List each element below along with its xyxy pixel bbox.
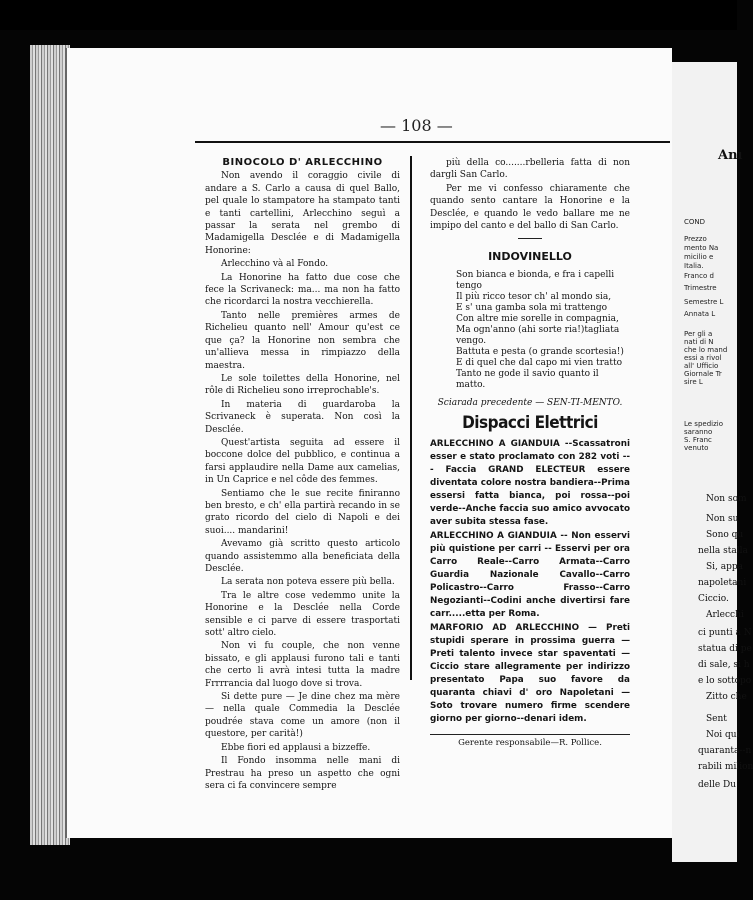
facing-page-line: Giornale Tr — [684, 370, 722, 378]
facing-page-line: S. Franc — [684, 436, 712, 444]
column-divider — [410, 156, 412, 680]
facing-page-text-line: quaranta--n — [698, 746, 752, 756]
poem-line: Son bianca e bionda, e fra i capelli tengo — [456, 269, 615, 291]
article-paragraph: Tra le altre cose vedemmo unite la Honorine e la Desclée nella Corde sensible e ci parve di essere trasportati sott' altro cielo. — [205, 590, 400, 639]
facing-page-line: che lo mand — [684, 346, 728, 354]
poem-line: Ma ogn'anno (ahi sorte ria!)tagliata vengo. — [456, 324, 620, 346]
facing-page-line: Le spedizio — [684, 420, 723, 428]
facing-page-line: Trimestre — [684, 284, 717, 292]
article-paragraph: Si dette pure — Je dine chez ma mère — nella quale Commedia la Desclée poudrée stava come un amore (non il questore, per carità!) — [205, 692, 400, 740]
facing-page-line: saranno — [684, 428, 713, 436]
dispatch-list — [430, 438, 630, 726]
facing-page — [672, 62, 740, 862]
facing-page-line: Per gli a — [684, 330, 713, 338]
article-paragraph: La serata non poteva essere più bella. — [221, 577, 395, 588]
poem-line: Con altre mie sorelle in compagnia, — [456, 313, 619, 324]
facing-page-text-line: e lo sottopo — [698, 676, 752, 686]
facing-page-line: Italia. — [684, 262, 704, 270]
indovinello-poem — [456, 270, 630, 391]
facing-page-line: Annata L — [684, 310, 716, 318]
facing-page-line: micilio e — [684, 253, 714, 261]
gerente-line: Gerente responsabile—R. Pollice. — [430, 734, 630, 749]
facing-page-header: Anı — [718, 148, 743, 163]
facing-page-text-line: statua di pe — [698, 644, 752, 654]
facing-page-text-line: napoletani — [698, 578, 747, 588]
article-paragraph: più della co.......rbelleria fatta di non dargli San Carlo. — [430, 158, 630, 181]
facing-page-line: Prezzo — [684, 235, 707, 243]
article-paragraph: In materia di guardaroba la Scrivaneck è superata. Non così la Desclée. — [205, 399, 400, 435]
facing-page-text-line: Ciccio. — [698, 594, 729, 604]
book-binding — [30, 45, 70, 845]
separator — [518, 238, 542, 239]
facing-page-line: mento Na — [684, 244, 719, 252]
facing-page-line: nati di N — [684, 338, 714, 346]
article-paragraph: Non vi fu couple, che non venne bissato, e gli applausi furono tali e tanti che certo li avrà intesi tutta la madre Frrrrancia dal luogo dove si trova. — [205, 641, 400, 689]
facing-page-line: essi a rivol — [684, 354, 722, 362]
facing-page-line: venuto — [684, 444, 709, 452]
article-paragraph: Arlecchino và al Fondo. — [221, 259, 329, 270]
facing-page-text-line: di sale, si h — [698, 660, 750, 670]
article-paragraph: Per me vi confesso chiaramente che quando sento cantare la Honorine e la Desclée, e quando le vedo ballare me ne impipo del canto e del ballo di San Carlo. — [430, 183, 630, 232]
poem-line: E di quel che dal capo mi vien tratto — [456, 357, 623, 368]
binocolo-title: BINOCOLO D' ARLECCHINO — [222, 157, 383, 168]
article-paragraph: Sentiamo che le sue recite finiranno ben bresto, e ch' ella partirà recando in se grato ricordo del cielo di Napoli e dei suoi.... mandarini! — [205, 488, 400, 536]
dispatch-item: MARFORIO AD ARLECCHINO — Preti stupidi sperare in prossima guerra — Preti talento invece star spaventati — Ciccio stare allegramente per indirizzo presentato Papa suo favore da quaranta chiavi d' oro Napoletani — Soto trovare numero firme scendere giorno per giorno--denari idem. — [430, 622, 630, 724]
scan-border — [0, 0, 737, 30]
facing-page-text-line: Sent — [706, 714, 727, 724]
facing-page-text-line: Arlecchi — [706, 610, 744, 620]
left-paragraphs — [205, 170, 400, 792]
indovinello-title: INDOVINELLO — [488, 250, 572, 264]
left-column — [205, 157, 400, 793]
dispatch-item: ARLECCHINO A GIANDUIA -- Non esservi più quistione per carri -- Esservi per ora Carro Reale--Carro Armata--Carro Guardia Nazionale Cavallo--Carro Policastro--Carro Frasso--Carro Negozianti--Codini anche divertirsi fare carr.....etta per Roma. — [430, 530, 630, 619]
article-paragraph: Non avendo il coraggio civile di andare a S. Carlo a causa di quel Ballo, pel quale lo stampatore ha stampato tanti e tanti cartellini, Arlecchino seguì a passar la serata nel grembo di Madamigella Desclée e di Madamigella Honorine: — [205, 171, 400, 256]
facing-page-text-line: ci punti a N — [698, 628, 752, 638]
article-paragraph: La Honorine ha fatto due cose che fece la Scrivaneck: ma... ma non ha fatto che ricordarci la nostra vecchierella. — [205, 272, 400, 308]
facing-page-text-line: Noi qui — [706, 730, 740, 740]
facing-page-line: Semestre L — [684, 298, 724, 306]
poem-line: Il più ricco tesor ch' al mondo sia, — [456, 291, 612, 302]
facing-page-text-line: delle Du — [698, 780, 737, 790]
article-paragraph: Tanto nelle premières armes de Richelieu quanto nell' Amour qu'est ce que ça? la Honorine non sembra che un'allieva messa in rimpiazzo della maestra. — [205, 310, 400, 371]
poem-line: Tanto ne gode il savio quanto il matto. — [456, 368, 599, 390]
poem-line: Battuta e pesta (o grande scortesia!) — [456, 346, 624, 357]
facing-page-text-line: nella stalla — [698, 546, 748, 556]
article-paragraph: Ebbe fiori ed applausi a bizzeffe. — [221, 742, 371, 753]
facing-page-text-line: Non som — [706, 494, 747, 504]
facing-page-text-line: Sono qu — [706, 530, 744, 540]
dispacci-title: Dispacci Elettrici — [462, 413, 598, 434]
dispatch-item: ARLECCHINO A GIANDUIA --Scassatroni esser e stato proclamato con 282 voti --- Faccia GRAND ELECTEUR essere diventata colore nostra bandiera--Prima essersi fatta bianca, poi rossa--poi verde--Anche faccia suo amico avvocato aver subita stessa fase. — [430, 438, 630, 527]
facing-page-line: Franco d — [684, 272, 714, 280]
facing-page-line: all' Ufficio — [684, 362, 719, 370]
poem-line: E s' una gamba sola mi trattengo — [456, 302, 608, 313]
sciarada-line: Sciarada precedente — SEN-TI-MENTO. — [437, 397, 623, 408]
facing-page-text-line: rabili milion — [698, 762, 753, 772]
facing-page-text-line: Si, appa — [706, 562, 744, 572]
facing-page-text-line: Zitto che — [706, 692, 747, 702]
article-paragraph: Il Fondo insomma nelle mani di Prestrau ha preso un aspetto che ogni sera ci fa convincere sempre — [205, 756, 400, 791]
facing-page-text-line: Non su — [706, 514, 739, 524]
facing-page-line: COND — [684, 218, 706, 226]
facing-page-line: sire L — [684, 378, 703, 386]
continuation-paragraphs — [430, 157, 630, 232]
article-paragraph: Quest'artista seguita ad essere il boccone dolce del pubblico, e continua a farsi applaudire nella Dame aux camelias, in Un Caprice e nel côde des femmes. — [205, 437, 400, 486]
right-column — [430, 157, 630, 749]
article-paragraph: Avevamo già scritto questo articolo quando assistemmo alla beneficiata della Desclée. — [205, 539, 400, 574]
header-rule — [195, 141, 670, 143]
article-paragraph: Le sole toilettes della Honorine, nel rôle di Richelieu sono irreprochable's. — [205, 373, 400, 397]
page-number: — 108 — — [380, 116, 453, 135]
